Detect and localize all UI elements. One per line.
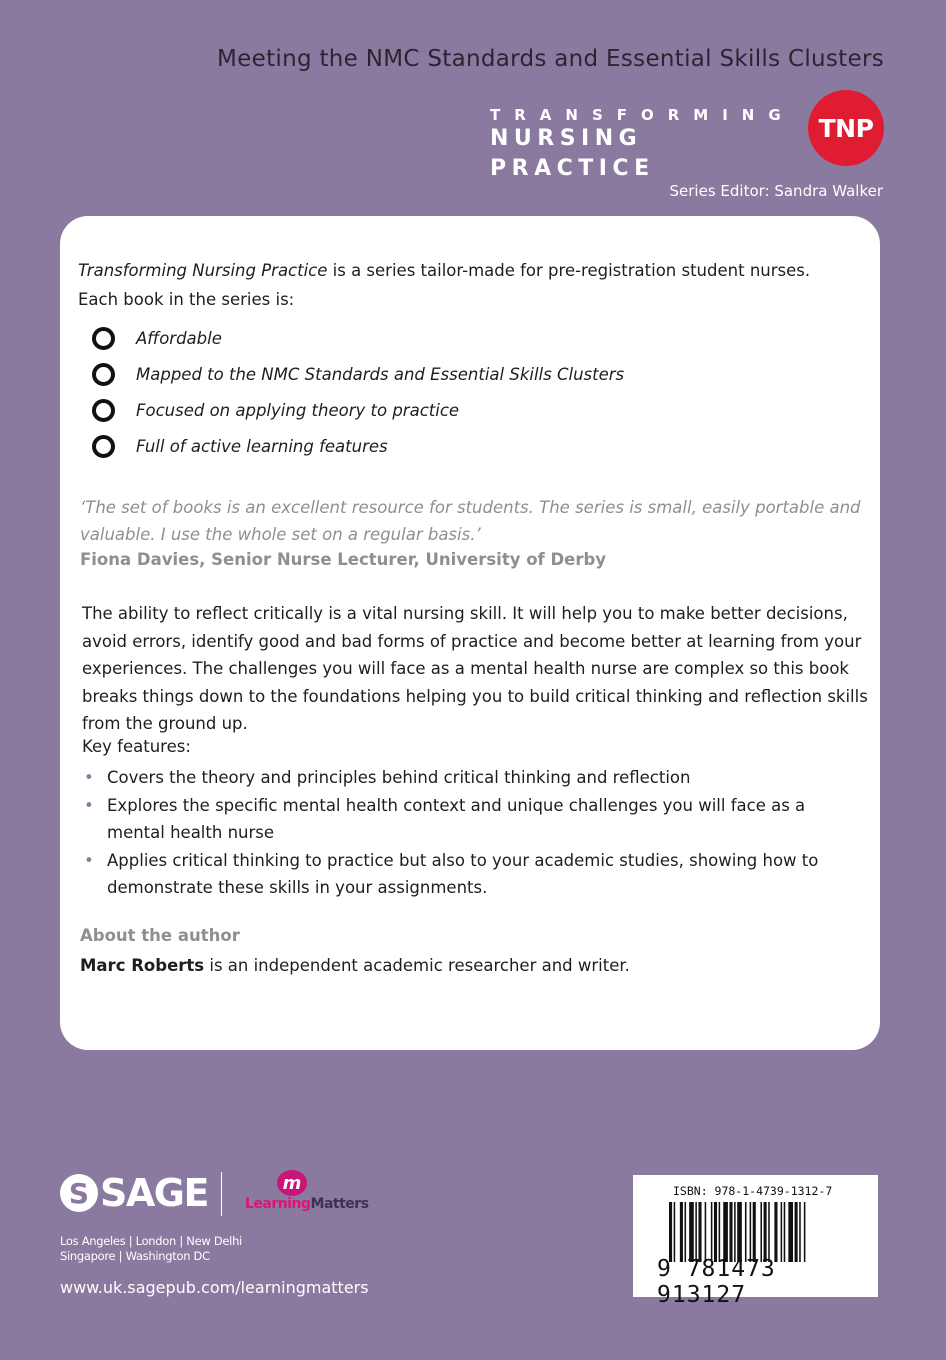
author-name: Marc Roberts [80, 956, 205, 975]
publisher-cities [60, 1234, 242, 1264]
list-item [92, 428, 624, 464]
series-editor: Series Editor: Sandra Walker [669, 182, 883, 200]
bullet-icon: • [84, 795, 94, 815]
isbn-text: ISBN: 978-1-4739-1312-7 [673, 1184, 833, 1198]
lm-word-matters: Matters [310, 1196, 369, 1212]
cities-line2: Singapore | Washington DC [60, 1249, 210, 1263]
series-logo [490, 106, 810, 184]
intro-sentence: is a series tailor-made for pre-registration student nurses. [327, 261, 811, 280]
feature-text: Covers the theory and principles behind critical thinking and reflection [107, 768, 691, 787]
author-bio: is an independent academic researcher and writer. [204, 956, 630, 975]
bullet-icon: • [84, 768, 94, 787]
intro-line2: Each book in the series is: [78, 290, 295, 309]
lm-word-learning: Learning [245, 1196, 311, 1212]
list-item [82, 792, 862, 847]
about-author-text [80, 956, 630, 975]
learning-matters-wordmark [245, 1196, 369, 1212]
sage-wordmark: SAGE [100, 1171, 208, 1215]
intro-text [78, 256, 868, 314]
learning-matters-mark-icon: m [277, 1170, 307, 1196]
ring-bullet-icon [92, 399, 115, 422]
ring-bullet-icon [92, 435, 115, 458]
key-features-list [82, 764, 862, 902]
book-description: The ability to reflect critically is a vital nursing skill. It will help you to make better decisions, avoid errors, identify good and bad forms of practice and become better at learning from your experiences. The challenges you will face as a mental health nurse are complex so this book breaks things down to the foundations helping you to build critical thinking and reflection skills from the ground up. [82, 604, 868, 733]
series-word-nursing-practice: NURSING PRACTICE [490, 126, 655, 181]
intro-series-title: Transforming Nursing Practice [78, 261, 328, 280]
testimonial-quote: ‘The set of books is an excellent resource for students. The series is small, easily portable and valuable. I use the whole set on a regular basis.’ [80, 498, 861, 544]
list-item [82, 764, 862, 792]
trait-label: Focused on applying theory to practice [136, 400, 460, 420]
publisher-website: www.uk.sagepub.com/learningmatters [60, 1278, 369, 1297]
bullet-icon: • [84, 850, 94, 870]
tnp-badge: TNP [808, 90, 884, 166]
barcode-icon [669, 1202, 845, 1262]
trait-label: Full of active learning features [136, 436, 388, 456]
sage-logo [60, 1170, 208, 1216]
ring-bullet-icon [92, 363, 115, 386]
testimonial-attribution: Fiona Davies, Senior Nurse Lecturer, University of Derby [80, 550, 607, 569]
barcode-box [633, 1175, 878, 1308]
series-traits-list [92, 320, 624, 464]
barcode-digits: 9 781473 913127 [657, 1256, 776, 1308]
top-title: Meeting the NMC Standards and Essential Skills Clusters [217, 46, 884, 72]
about-author-heading: About the author [80, 926, 240, 945]
feature-text: Applies critical thinking to practice but also to your academic studies, showing how to demonstrate these skills in your assignments. [107, 850, 819, 897]
series-word-transforming: TRANSFORMING [490, 106, 795, 124]
list-item [82, 847, 862, 902]
cities-line1: Los Angeles | London | New Delhi [60, 1234, 242, 1248]
content-card [60, 216, 880, 1050]
trait-label: Mapped to the NMC Standards and Essential Skills Clusters [136, 364, 625, 384]
sage-mark-icon: S [60, 1174, 98, 1212]
ring-bullet-icon [92, 327, 115, 350]
list-item [92, 356, 624, 392]
list-item [92, 392, 624, 428]
feature-text: Explores the specific mental health context and unique challenges you will face as a mental health nurse [107, 795, 806, 842]
logo-divider [221, 1172, 222, 1216]
list-item [92, 320, 624, 356]
trait-label: Affordable [136, 328, 222, 348]
key-features-heading: Key features: [82, 737, 191, 756]
